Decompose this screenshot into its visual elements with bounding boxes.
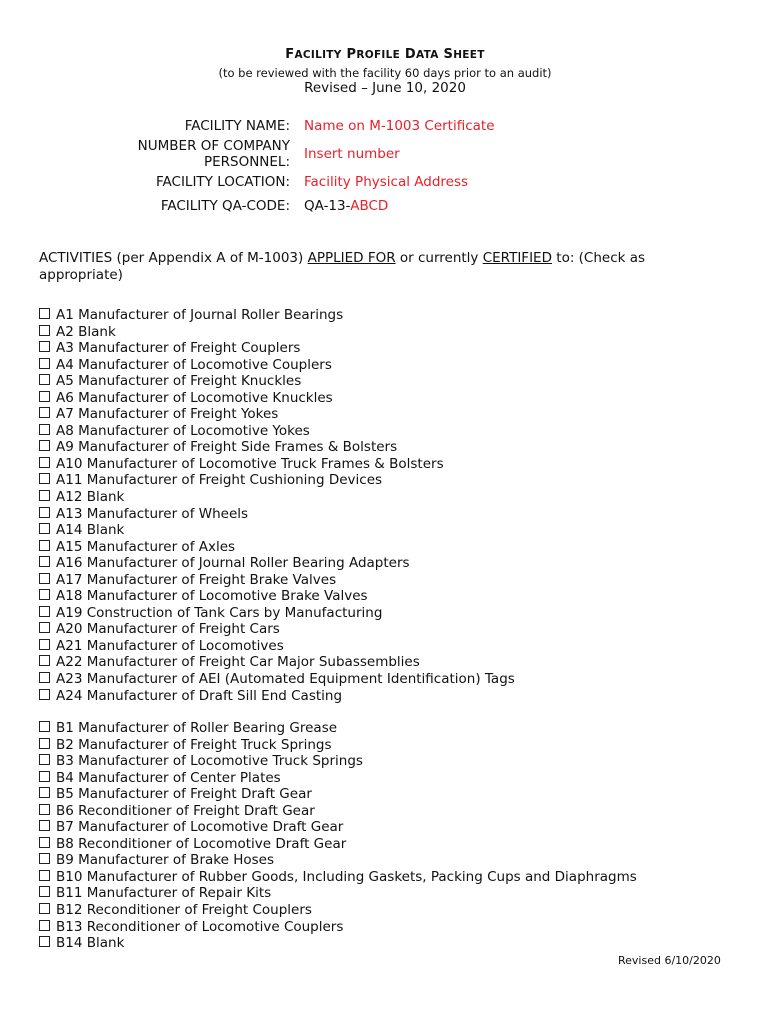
activity-label: B10 Manufacturer of Rubber Goods, Including Gaskets, Packing Cups and Diaphragms [56,868,637,885]
qa-code-row [110,198,530,214]
facility-name-field[interactable]: Name on M-1003 Certificate [304,118,495,134]
activity-checkbox[interactable] [39,490,50,501]
activity-label: A23 Manufacturer of AEI (Automated Equipment Identification) Tags [56,671,515,688]
activity-item [39,340,515,357]
title-word: SHEET [443,47,485,62]
activity-checkbox[interactable] [39,689,50,700]
activity-checkbox[interactable] [39,837,50,848]
activity-item [39,555,515,572]
activity-checkbox[interactable] [39,804,50,815]
activity-label: A6 Manufacturer of Locomotive Knuckles [56,389,333,406]
activity-item [39,753,637,770]
activity-label: A2 Blank [56,323,116,340]
activity-label: B4 Manufacturer of Center Plates [56,769,281,786]
activity-checkbox[interactable] [39,771,50,782]
activity-checkbox[interactable] [39,440,50,451]
activity-item [39,688,515,705]
activity-label: A3 Manufacturer of Freight Couplers [56,340,301,357]
activity-label: B1 Manufacturer of Roller Bearing Grease [56,720,338,736]
activity-checkbox[interactable] [39,473,50,484]
activity-checkbox[interactable] [39,655,50,666]
activity-label: A21 Manufacturer of Locomotives [56,637,284,654]
activity-item [39,638,515,655]
facility-name-label: FACILITY NAME: [184,118,290,134]
revision-date: Revised – June 10, 2020 [304,80,466,96]
activity-label: A14 Blank [56,522,125,539]
activity-item [39,539,515,556]
personnel-row [110,138,530,170]
activity-item [39,737,637,754]
activities-intro: ACTIVITIES (per Appendix A of M-1003) APPLIED FOR or currently CERTIFIED to: (Check as appropriate) [39,250,646,283]
activity-label: B8 Reconditioner of Locomotive Draft Gear [56,835,347,852]
activity-list-a [39,307,515,704]
activity-checkbox[interactable] [39,507,50,518]
activity-checkbox[interactable] [39,424,50,435]
activity-item [39,720,637,737]
activity-checkbox[interactable] [39,457,50,468]
applied-for-text: APPLIED FOR [307,250,396,266]
activity-item [39,390,515,407]
activity-checkbox[interactable] [39,540,50,551]
activity-checkbox[interactable] [39,672,50,683]
activity-checkbox[interactable] [39,622,50,633]
activity-item [39,605,515,622]
activity-item [39,786,637,803]
activity-label: B3 Manufacturer of Locomotive Truck Springs [56,753,363,770]
activity-label: B9 Manufacturer of Brake Hoses [56,852,274,869]
activity-label: B6 Reconditioner of Freight Draft Gear [56,802,315,819]
activity-item [39,869,637,886]
activity-label: A16 Manufacturer of Journal Roller Bearing Adapters [56,555,410,572]
activity-checkbox[interactable] [39,374,50,385]
activity-item [39,522,515,539]
qa-code-field[interactable] [304,198,530,214]
activity-checkbox[interactable] [39,407,50,418]
activity-checkbox[interactable] [39,589,50,600]
activity-item [39,852,637,869]
activity-checkbox[interactable] [39,936,50,947]
personnel-label: NUMBER OF COMPANY PERSONNEL: [137,138,290,170]
activity-label: B12 Reconditioner of Freight Couplers [56,902,312,919]
activity-checkbox[interactable] [39,391,50,402]
activity-item [39,836,637,853]
activity-item [39,819,637,836]
qa-code-label: FACILITY QA-CODE: [160,198,290,214]
activity-item [39,423,515,440]
activity-checkbox[interactable] [39,573,50,584]
personnel-field[interactable]: Insert number [304,146,400,162]
activity-checkbox[interactable] [39,308,50,319]
activity-item [39,803,637,820]
activity-label: A15 Manufacturer of Axles [56,538,236,555]
activity-checkbox[interactable] [39,341,50,352]
qa-code-value: ABCD [350,198,389,214]
activity-item [39,324,515,341]
activity-item [39,456,515,473]
activity-checkbox[interactable] [39,886,50,897]
activity-label: A4 Manufacturer of Locomotive Couplers [56,356,332,373]
activity-label: A7 Manufacturer of Freight Yokes [56,406,279,423]
activity-item [39,770,637,787]
title-word: DATA [404,47,439,62]
activity-item [39,654,515,671]
activity-label: A18 Manufacturer of Locomotive Brake Valves [56,588,368,605]
activity-label: B5 Manufacturer of Freight Draft Gear [56,786,312,803]
location-row [110,174,530,190]
activity-item [39,919,637,936]
activity-checkbox[interactable] [39,870,50,881]
activity-checkbox[interactable] [39,820,50,831]
activity-label: A17 Manufacturer of Freight Brake Valves [56,571,337,588]
activity-item [39,439,515,456]
activity-checkbox[interactable] [39,920,50,931]
location-label: FACILITY LOCATION: [156,174,290,190]
activity-checkbox[interactable] [39,523,50,534]
activity-item [39,489,515,506]
activity-checkbox[interactable] [39,639,50,650]
location-field[interactable]: Facility Physical Address [304,174,469,190]
activity-checkbox[interactable] [39,738,50,749]
activity-item [39,588,515,605]
activity-checkbox[interactable] [39,358,50,369]
qa-code-prefix: QA-13- [304,198,351,214]
activity-checkbox[interactable] [39,787,50,798]
activity-item [39,671,515,688]
activity-label: A1 Manufacturer of Journal Roller Bearings [56,307,344,323]
activity-item [39,307,515,324]
activity-label: A22 Manufacturer of Freight Car Major Subassemblies [56,654,420,671]
activity-checkbox[interactable] [39,606,50,617]
activity-checkbox[interactable] [39,903,50,914]
activity-item [39,885,637,902]
activity-label: A5 Manufacturer of Freight Knuckles [56,373,302,390]
activity-checkbox[interactable] [39,754,50,765]
activity-label: A19 Construction of Tank Cars by Manufacturing [56,604,383,621]
activity-label: A24 Manufacturer of Draft Sill End Casting [56,687,343,704]
activity-item [39,373,515,390]
title-word: FACILITY [285,47,342,62]
activity-list-b [39,720,637,952]
document-title [0,47,770,62]
certified-text: CERTIFIED [482,250,552,266]
activity-label: A9 Manufacturer of Freight Side Frames & Bolsters [56,439,398,456]
activity-item [39,506,515,523]
activity-label: B14 Blank [56,935,125,952]
activity-label: B7 Manufacturer of Locomotive Draft Gear [56,819,344,836]
activity-label: A12 Blank [56,489,125,506]
activity-label: B13 Reconditioner of Locomotive Couplers [56,918,344,935]
activity-item [39,902,637,919]
facility-name-row [110,118,530,134]
activity-checkbox[interactable] [39,325,50,336]
activity-item [39,572,515,589]
activity-checkbox[interactable] [39,853,50,864]
activity-label: A11 Manufacturer of Freight Cushioning Devices [56,472,383,489]
activity-label: B11 Manufacturer of Repair Kits [56,885,272,902]
activity-label: A10 Manufacturer of Locomotive Truck Frames & Bolsters [56,455,444,472]
activity-label: B2 Manufacturer of Freight Truck Springs [56,736,332,753]
activity-checkbox[interactable] [39,556,50,567]
document-subtitle: (to be reviewed with the facility 60 days prior to an audit) [218,66,552,80]
activity-label: A20 Manufacturer of Freight Cars [56,621,280,638]
activity-item [39,621,515,638]
activity-label: A13 Manufacturer of Wheels [56,505,249,522]
activity-label: A8 Manufacturer of Locomotive Yokes [56,422,310,439]
activity-item [39,935,637,952]
footer-revision: Revised 6/10/2020 [618,954,721,967]
activity-checkbox[interactable] [39,721,50,732]
activity-item [39,357,515,374]
activity-item [39,406,515,423]
title-word: PROFILE [346,47,401,62]
activity-item [39,472,515,489]
